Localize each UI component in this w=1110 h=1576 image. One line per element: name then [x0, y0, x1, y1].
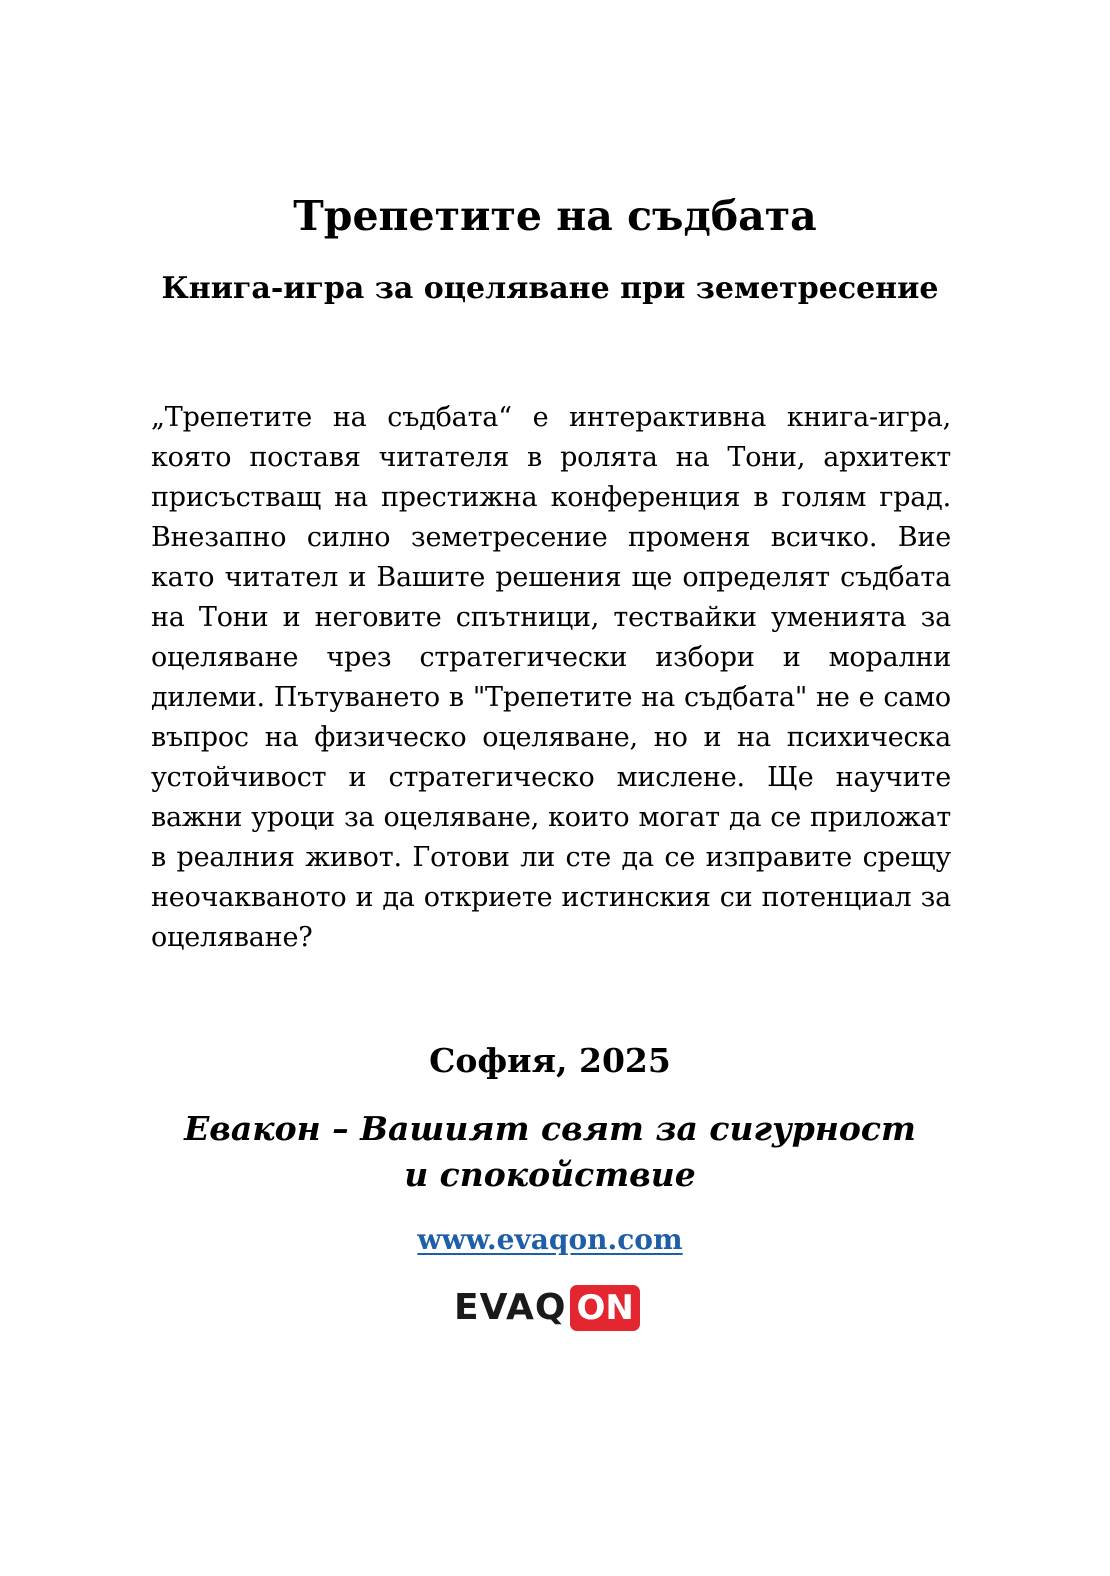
company-tagline: Евакон – Вашият свят за сигурност и спокойствие [184, 1109, 916, 1194]
evaqon-logo [454, 1282, 644, 1334]
place-year: София, 2025 [429, 1041, 671, 1080]
book-subtitle: Книга-игра за оцеляване при земетресение [161, 271, 939, 306]
website-line [0, 1220, 1100, 1260]
website-link[interactable]: www.evaqon.com [417, 1223, 683, 1256]
logo-text-left: EVAQ [454, 1287, 567, 1328]
book-title: Трепетите на съдбата [293, 192, 817, 240]
book-description: „Трепетите на съдбата“ е интерактивна книга-игра, която поставя читателя в ролята на Тони, архитект присъстващ на престижна конференция в голям град. Внезапно силно земетресение променя всичко. Вие като читател и Вашите решения ще определят съдбата на Тони и неговите спътници, тествайки уменията за оцеляване чрез стратегически избори и морални дилеми. Пътуването в "Трепетите на съдбата" не е само въпрос на физическо оцеляване, но и на психическа устойчивост и стратегическо мислене. Ще научите важни уроци за оцеляване, които могат да се приложат в реалния живот. Готови ли сте да се изправите срещу неочакваното и да откриете истинския си потенциал за оцеляване? [151, 402, 951, 953]
logo-text-right: ON [570, 1285, 639, 1331]
